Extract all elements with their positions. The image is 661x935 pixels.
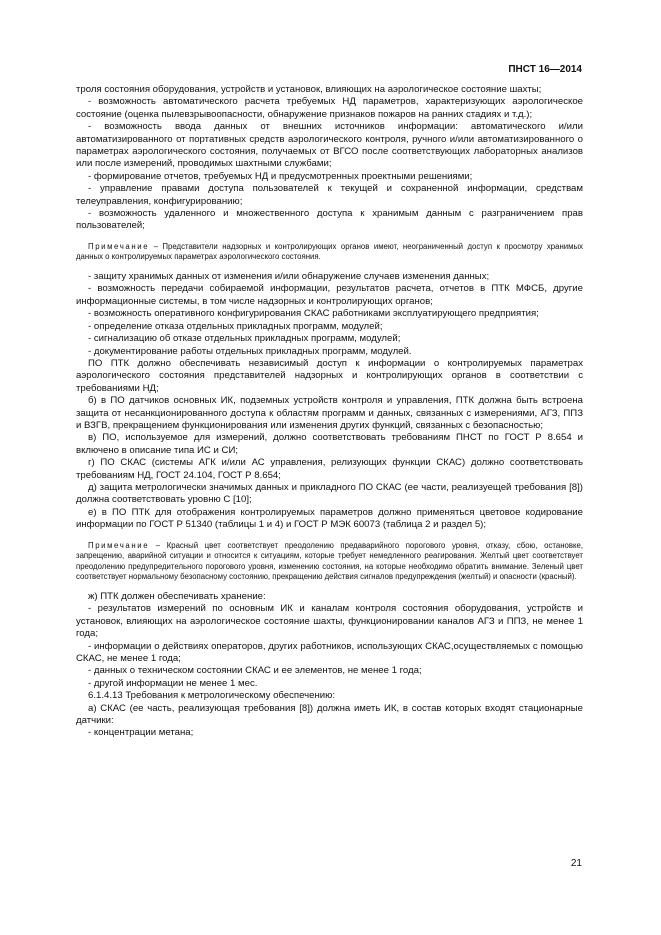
paragraph: - другой информации не менее 1 мес.: [88, 677, 258, 689]
paragraph: - результатов измерений по основным ИК и каналам контроля состояния оборудования, устройств и установок, влияющих на аэрологическое состояние шахты, функционировании каналов АГЗ и ППЗ, не менее 1 года;: [76, 603, 583, 640]
paragraph: е) в ПО ПТК для отображения контролируемых параметров должно применяться цветовое кодирование информации по ГОСТ Р 51340 (таблицы 1 и 4) и ГОСТ Р МЭК 60073 (таблица 2 и раздел 5);: [76, 506, 583, 531]
document-body: [76, 84, 583, 740]
paragraph: б) в ПО датчиков основных ИК, подземных устройств контроля и управления, ПТК должна быть встроена защита от несанкционированного доступа к областям программ и данных, связанных с измерениями, АГЗ, ППЗ и ВЗГВ, прекращением функционирования или изменения других функций, связанных с безопасностью;: [76, 395, 583, 431]
page-number: 21: [570, 858, 582, 869]
note-paragraph: [76, 242, 583, 263]
note-text: – Представители надзорных и контролирующих органов имеют, неограниченный доступ к просмотру хранимых данных о контролируемых параметрах аэрологического состояния.: [76, 241, 583, 262]
document-header-id: ПНСТ 16—2014: [508, 64, 582, 75]
spacer: [76, 583, 583, 591]
spacer: [76, 532, 583, 541]
paragraph: - данных о техническом состоянии СКАС и ее элементов, не менее 1 года;: [88, 665, 422, 677]
section-heading: 6.1.4.13 Требования к метрологическому обеспечению:: [88, 690, 335, 702]
paragraph: - определение отказа отдельных прикладных программ, модулей;: [88, 320, 383, 332]
paragraph: ПО ПТК должно обеспечивать независимый доступ к информации о контролируемых параметрах аэрологического состояния представителей надзорных и контролирующих органов в соответствии с требованиями НД;: [76, 357, 583, 394]
paragraph: - возможность удаленного и множественного доступа к хранимым данным с разграничением прав пользователей;: [76, 208, 583, 232]
paragraph: - возможность ввода данных от внешних источников информации: автоматического и/или автоматизированного от портативных средств аэрологического контроля, ручного и/или автоматизированного о параметрах аэрологического состояния, получаемых от ВГСО после соответствующих лабораторных анализов или после измерений, проводимых шахтными службами;: [76, 121, 583, 170]
paragraph: ж) ПТК должен обеспечивать хранение:: [88, 590, 266, 602]
paragraph: - формирование отчетов, требуемых НД и предусмотренных проектными решениями;: [88, 170, 473, 182]
paragraph: - документирование работы отдельных прикладных программ, модулей.: [88, 345, 412, 357]
note-label: Примечание: [88, 540, 150, 550]
note-paragraph: [76, 541, 583, 583]
paragraph: - возможность оперативного конфигурирования СКАС работниками эксплуатирующего предприятия;: [88, 308, 539, 320]
paragraph: - информации о действиях операторов, других работников, использующих СКАС,осуществляемых с помощью СКАС, не менее 1 года;: [76, 640, 583, 664]
paragraph: - концентрации метана;: [88, 727, 194, 739]
spacer: [76, 263, 583, 271]
paragraph: - возможность передачи собираемой информации, результатов расчета, отчетов в ПТК МФСБ, другие информационные системы, в том числе надзорных и контролирующих органов;: [76, 283, 583, 307]
paragraph: г) ПО СКАС (системы АГК и/или АС управления, релизующих функции СКАС) должно соответствовать требованиям НД, ГОСТ 24.104, ГОСТ Р 8.654;: [76, 457, 583, 481]
paragraph: а) СКАС (ее часть, реализующая требования [8]) должна иметь ИК, в состав которых входят стационарные датчики:: [76, 702, 583, 727]
note-text: – Красный цвет соответствует преодолению предаварийного порогового уровня, отказу, сбою, остановке, запрещению, аварийной ситуации и относится к ситуациям, которые требует немедленного реагирования. Желтый цвет соответствует преодолению предупредительного порогового уровня, изменению состояния, на которые необходимо обратить внимание. Зеленый цвет соответствует нормальному безопасному состоянию, прекращению действия сигналов предупреждения (желтый) и опасности (красный).: [76, 540, 583, 582]
paragraph: троля состояния оборудования, устройств и установок, влияющих на аэрологическое состояние шахты;: [76, 84, 542, 95]
paragraph: д) защита метрологически значимых данных и прикладного ПО СКАС (ее части, реализуещей требования [8]) должна соответствовать уровню С [10];: [76, 481, 583, 506]
paragraph: - сигнализацию об отказе отдельных прикладных программ, модулей;: [88, 333, 401, 345]
paragraph: - управление правами доступа пользователей к текущей и сохраненной информации, средствам телеуправления, конфигурированию;: [76, 183, 583, 207]
spacer: [76, 233, 583, 242]
note-label: Примечание: [88, 241, 150, 251]
paragraph: - возможность автоматического расчета требуемых НД параметров, характеризующих аэрологическое состояние (оценка пылевзрывоопасности, обнаружение признаков пожаров на ранних стадиях и т.д.);: [76, 96, 583, 120]
paragraph: - защиту хранимых данных от изменения и/или обнаружение случаев изменения данных;: [88, 271, 490, 283]
paragraph: в) ПО, используемое для измерений, должно соответствовать требованиям ПНСТ по ГОСТ Р 8.654 и включено в описание типа ИС и СИ;: [76, 432, 583, 456]
